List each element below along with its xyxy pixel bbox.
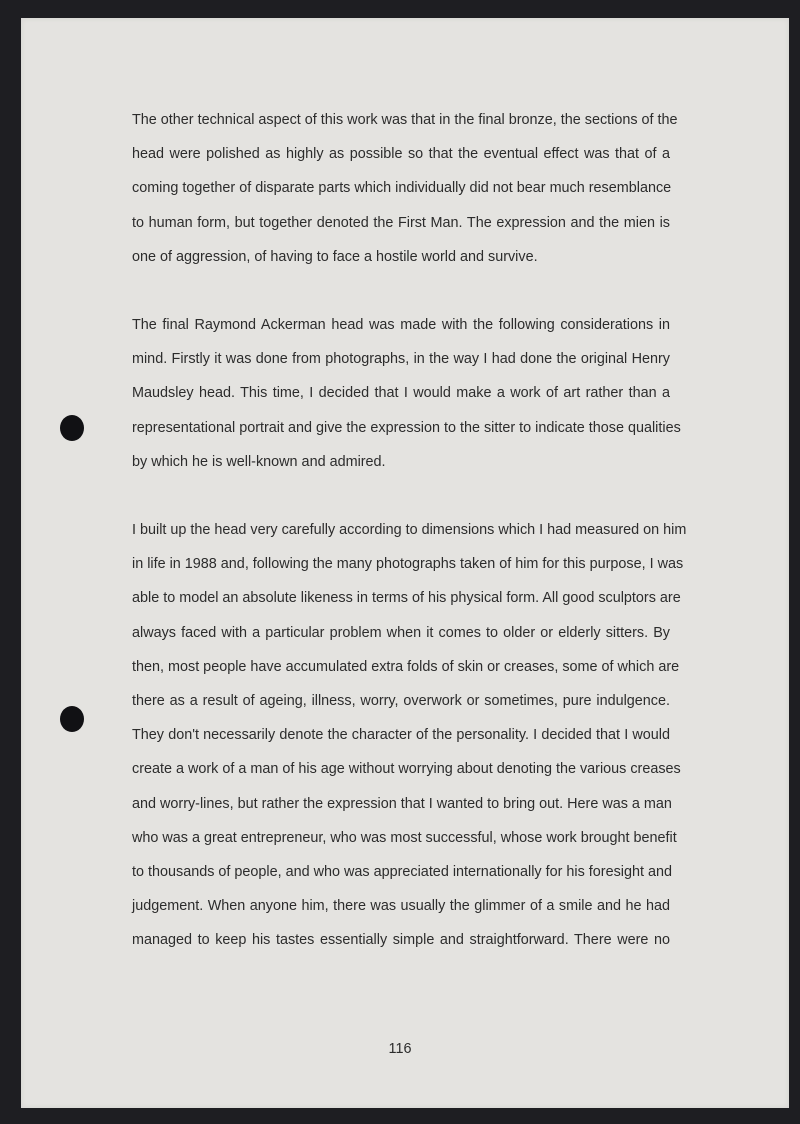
text-line: They don't necessarily denote the character of the personality. I decided that I would	[132, 727, 670, 744]
paragraph-modelling-likeness	[132, 513, 687, 958]
text-line: managed to keep his tastes essentially simple and straightforward. There were no	[132, 932, 670, 949]
text-line: able to model an absolute likeness in terms of his physical form. All good sculptors are	[132, 590, 681, 607]
text-line: I built up the head very carefully according to dimensions which I had measured on him	[132, 522, 687, 538]
text-line: judgement. When anyone him, there was usually the glimmer of a smile and he had	[132, 898, 670, 915]
page-number: 116	[388, 1041, 412, 1057]
text-line: to human form, but together denoted the First Man. The expression and the mien is	[132, 214, 670, 231]
paragraph-ackerman-head	[132, 308, 681, 479]
paragraph-technical-aspect	[132, 103, 678, 274]
text-line: representational portrait and give the expression to the sitter to indicate those qualities	[132, 419, 681, 436]
text-line: coming together of disparate parts which individually did not bear much resemblance	[132, 180, 672, 197]
text-line: create a work of a man of his age without worrying about denoting the various creases	[132, 761, 681, 778]
text-line: to thousands of people, and who was appreciated internationally for his foresight and	[132, 864, 673, 881]
text-line: one of aggression, of having to face a hostile world and survive.	[132, 248, 538, 265]
text-line: The other technical aspect of this work was that in the final bronze, the sections of the	[132, 112, 678, 128]
text-line: then, most people have accumulated extra folds of skin or creases, some of which are	[132, 658, 680, 675]
punch-hole-top	[60, 415, 84, 441]
text-line: Maudsley head. This time, I decided that I would make a work of art rather than a	[132, 385, 670, 402]
text-line: head were polished as highly as possible so that the eventual effect was that of a	[132, 146, 670, 163]
text-line: The final Raymond Ackerman head was made with the following considerations in	[132, 317, 670, 333]
text-line: by which he is well-known and admired.	[132, 453, 386, 470]
text-line: always faced with a particular problem when it comes to older or elderly sitters. By	[132, 624, 670, 641]
text-line: there as a result of ageing, illness, worry, overwork or sometimes, pure indulgence.	[132, 693, 670, 710]
punch-hole-bottom	[60, 706, 84, 732]
text-line: mind. Firstly it was done from photographs, in the way I had done the original Henry	[132, 351, 670, 368]
text-line: in life in 1988 and, following the many photographs taken of him for this purpose, I was	[132, 556, 684, 573]
text-line: and worry-lines, but rather the expression that I wanted to bring out. Here was a man	[132, 795, 672, 812]
text-line: who was a great entrepreneur, who was most successful, whose work brought benefit	[132, 829, 677, 846]
